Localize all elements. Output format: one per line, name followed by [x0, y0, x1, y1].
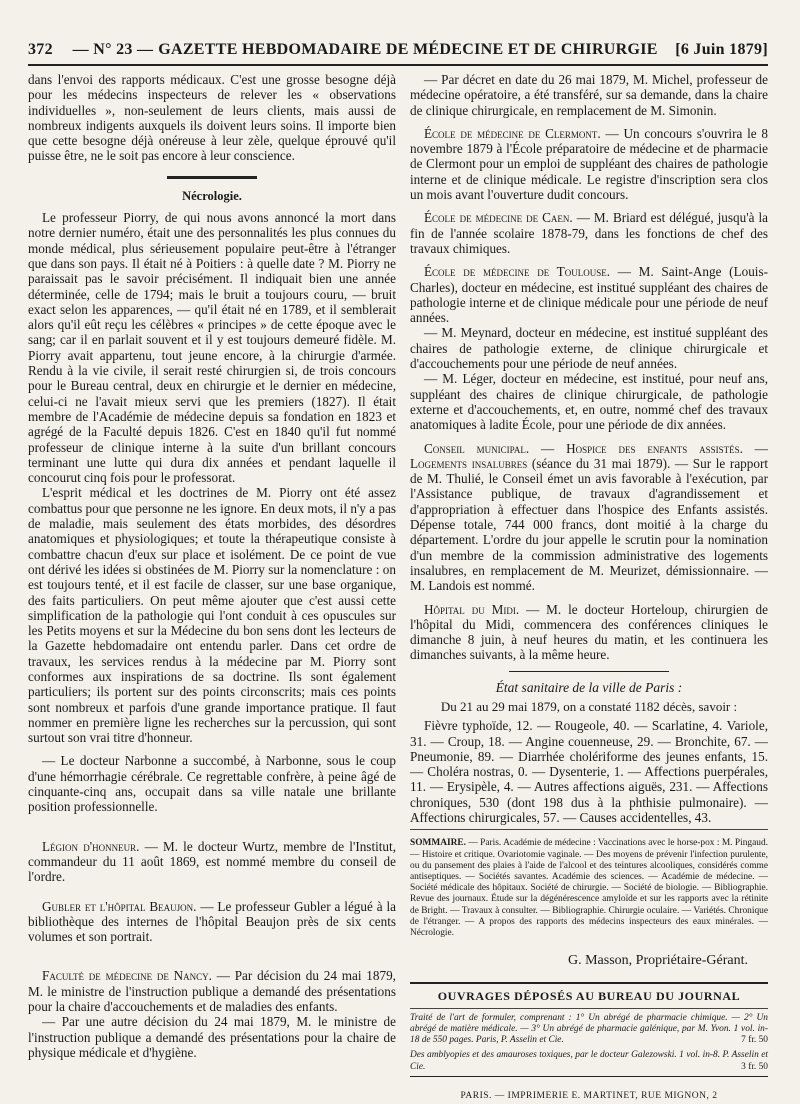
midi-lead: Hôpital du Midi. — [424, 601, 520, 617]
spacer — [410, 256, 768, 264]
legion-paragraph — [28, 839, 396, 885]
narbonne-paragraph: — Le docteur Narbonne a succombé, à Narbonne, sous le coup d'une hémorrhagie cérébrale. Ce regrettable confrère, à peine âgé de cinquante-cinq ans, occupait dans sa ville natale une brillante position professionnelle. — [28, 753, 396, 815]
conseil-lead: Conseil municipal. — Hospice des enfants assistés. — Logements insalubres — [410, 440, 768, 471]
ouvrage-text: Traité de l'art de formuler, comprenant : 1° Un abrégé de pharmacie chimique. — 2° Un abrégé de matière médicale. — 3° Un abrégé de pharmacie galénique, par M. Yvon. 1 vol. in-18 de 550 pages. Paris, P. Asselin et Cie. — [410, 1012, 768, 1046]
section-divider — [167, 176, 257, 179]
sommaire-lead: SOMMAIRE. — [410, 838, 466, 849]
section-divider — [509, 671, 669, 672]
caen-text: — M. Briard est délégué, jusqu'à la fin de l'année scolaire 1878-79, dans les fonctions de chef des travaux chimiques. — [410, 210, 768, 256]
ouvrage-item — [410, 1013, 768, 1047]
caen-lead: École de médecine de Caen. — [424, 210, 573, 226]
issue-number: — N° 23 — — [72, 41, 154, 58]
ouvrage-item — [410, 1050, 768, 1072]
clermont-paragraph — [410, 126, 768, 202]
sommaire-block — [410, 838, 768, 939]
caen-paragraph — [410, 210, 768, 256]
meynard-paragraph: — M. Meynard, docteur en médecine, est institué suppléant des chaires de pathologie externe, de clinique chirurgicale et d'accouchements pour une période de neuf années. — [410, 325, 768, 372]
journal-title: GAZETTE HEBDOMADAIRE DE MÉDECINE ET DE CHIRURGIE — [158, 41, 658, 58]
toulouse-paragraph — [410, 264, 768, 325]
ouvrage-price: 7 fr. 50 — [741, 1035, 768, 1046]
left-column — [28, 72, 396, 1082]
spacer — [28, 815, 396, 839]
conseil-text: (séance du 31 mai 1879). — Sur le rapport de M. Thulié, le Conseil émet un avis favorable à l'exécution, par l'Assistance publique, de travaux d'agrandissement et d'appropriation à effectuer dans l'hospice des Enfants assistés. Dépense totale, 744 000 francs, dont moitié à la charge du département. L'ordre du jour appelle le scrutin pour la nomination d'un membre de la commission administrative des logements insalubres, en remplacement de M. Meurizet, démissionnaire. — M. Landois est nommé. — [410, 455, 769, 594]
spacer — [410, 118, 768, 126]
page-number: 372 — [28, 41, 53, 58]
gubler-paragraph — [28, 899, 396, 945]
ouvrage-text: Des amblyopies et des amauroses toxiques, par le docteur Galezowski. 1 vol. in-8. P. Asselin et Cie. — [410, 1050, 768, 1072]
spacer — [28, 745, 396, 753]
conseil-paragraph — [410, 441, 768, 594]
etat-sanitaire-title: État sanitaire de la ville de Paris : — [495, 679, 683, 695]
spacer — [28, 944, 396, 968]
clermont-text: — Un concours s'ouvrira le 8 novembre 1879 à l'École préparatoire de médecine et de pharmacie de Clermont pour un emploi de suppléant des chaires de pathologie interne et de clinique médicale. Le registre d'inscription sera clos un mois avant l'ouverture dudit concours. — [410, 125, 768, 203]
toulouse-lead: École de médecine de Toulouse. — [424, 264, 611, 280]
leger-paragraph: — M. Léger, docteur en médecine, est institué, pour neuf ans, suppléant des chaires de clinique chirurgicale, de pathologie externe et d'accouchements, et, en outre, nommé chef des travaux anatomiques à ladite École, pour une période de dix années. — [410, 371, 768, 433]
nancy-paragraph — [28, 968, 396, 1014]
midi-paragraph — [410, 602, 768, 663]
intro-paragraph: dans l'envoi des rapports médicaux. C'est une grosse besogne déjà pour les médecins inspecteurs de relever les « observations individuelles », non-seulement de leurs clients, mais aussi de nombreux indigents auxquels ils doivent leurs soins. Il importe bien que cette besogne déjà onéreuse à leur zèle, quelque éprouvé qu'il puisse être, ne le soit pas encore à leur conscience. — [28, 72, 396, 164]
gubler-lead: Gubler et l'hôpital Beaujon. — [42, 898, 197, 914]
nancy-lead: Faculté de médecine de Nancy. — [42, 968, 212, 984]
clermont-lead: École de médecine de Clermont. — [424, 125, 601, 141]
sommaire-text: — Paris. Académie de médecine : Vaccinations avec le horse-pox : M. Pingaud. — Histoire et critique. Ovariotomie vaginale. — Des moyens de prévenir l'infection purulente, ou du pansement des plaies à l'aide de l'alcool et des teintures alcooliques, considérés comme antiseptiques. — Sociétés savantes. Académie des sciences. — Académie de médecine. — Société médicale des hôpitaux. Société de chirurgie. — Société de biologie. — Bibliographie. Revue des journaux. Étude sur la dégénérescence amyloïde et sur les rapports avec la rétinite de Bright. — Travaux à consulter. — Bibliographie. Chirurgie oculaire. — Variétés. Chronique de l'étranger. — A propos des rapports des médecins inspecteurs des eaux minérales. — Nécrologie. — [410, 838, 768, 938]
publisher-signature: G. Masson, Propriétaire-Gérant. — [567, 953, 748, 969]
necrologie-heading: Nécrologie. — [182, 188, 242, 203]
sommaire-rule — [410, 829, 768, 830]
legion-text: — M. le docteur Wurtz, membre de l'Institut, commandeur du 11 août 1869, est nommé membre du conseil de l'ordre. — [28, 838, 396, 885]
ouvrage-price: 3 fr. 50 — [741, 1061, 768, 1072]
toulouse-text: — M. Saint-Ange (Louis-Charles), docteur en médecine, est institué suppléant des chaires de pathologie interne et de clinique médicale pour une période de neuf années. — [410, 264, 768, 326]
issue-date: [6 Juin 1879] — [675, 41, 768, 58]
nancy-text: — Par décision du 24 mai 1879, M. le ministre de l'instruction publique a demandé des présentations pour la chaire d'accouchements et de maladies des enfants. — [28, 968, 396, 1015]
right-column — [410, 72, 769, 1101]
piorry-paragraph: Le professeur Piorry, de qui nous avons annoncé la mort dans notre dernier numéro, était une des personnalités les plus connues du monde médical, plus sérieusement populaire peut-être à l'étranger que dans son pays. Il était né à Poitiers : à quelle date ? M. Piorry ne paraissait pas le savoir précisément. Il indiquait bien une année déterminée, celle de 1794; mais le bruit a toujours couru, — bruit exact selon les apparences, — qu'il était né en 1789, et il semblerait alors qu'il eût reçu les célèbres « principes » de cette époque avec le sang; car il en parlait souvent et il y est toujours demeuré fidèle. M. Piorry avait appartenu, tout jeune encore, à la chirurgie d'armée. Rendu à la vie civile, il serait resté chirurgien si, de trois concours pour le Bureau central, deux en chirurgie et le dernier en médecine, celui-ci ne l'avait mieux servi que les premiers (1827). Il était membre de l'Académie de médecine depuis sa fondation en 1823 et agrégé de la Faculté depuis 1826. C'est en 1840 qu'il fut nommé professeur de clinique interne à la suite d'un brillant concours terminant une lutte qui dura dix années et pendant laquelle il concourut cinq fois pour le professorat. — [28, 210, 396, 486]
ouvrages-title: OUVRAGES DÉPOSÉS AU BUREAU DU JOURNAL — [410, 984, 768, 1008]
etat-sanitaire-subtitle: Du 21 au 29 mai 1879, on a constaté 1182 décès, savoir : — [440, 698, 738, 714]
decret-paragraph: — Par décret en date du 26 mai 1879, M. Michel, professeur de médecine opératoire, a été transféré, sur sa demande, dans la chaire de clinique chirurgicale, en remplacement de M. Simonin. — [410, 72, 768, 118]
gubler-text: — Le professeur Gubler a légué à la bibliothèque des internes de l'hôpital Beaujon près de six cents volumes et son portrait. — [28, 898, 396, 945]
page-header — [28, 36, 768, 66]
etat-sanitaire-text: Fièvre typhoïde, 12. — Rougeole, 40. — Scarlatine, 4. Variole, 31. — Croup, 18. — Angine couenneuse, 29. — Bronchite, 67. — Pneumonie, 89. — Diarrhée cholériforme des jeunes enfants, 15. — Choléra nostras, 0. — Dysenterie, 1. — Affections puerpérales, 11. — Erysipèle, 4. — Autres affections aiguës, 231. — Affections chroniques, 530 (dont 198 dus à la phthisie pulmonaire). — Affections chirurgicales, 57. — Causes accidentelles, 43. — [410, 718, 768, 826]
spacer — [410, 433, 768, 441]
ouvrages-box — [410, 982, 768, 1076]
piorry-doctrine-paragraph: L'esprit médical et les doctrines de M. Piorry ont été assez combattus pour que personne ne les ignore. En deux mots, il n'y a pas de maladie, mais seulement des états morbides, des désordres anatomiques et physiologiques; et toute la thérapeutique consiste à combattre chacun d'eux sur place et isolément. De ce point de vue ont dérivé les idées si obstinées de M. Piorry sur la nomenclature : on est toujours tenté, et il est facile de classer, sur une base organique, des faits particuliers. On peut même ajouter que c'est aussi cette simplification de la pathologie qui l'ont conduit à ces opuscules sur les Petits moyens et sur la Médecine du bon sens dont les lecteurs de la Gazette hebdomadaire ont entendu parler. Dans cet ordre de travaux, les services rendus à la médecine par M. Piorry sont conformes aux inspirations de sa doctrine. Ils sont également particuliers; ils portent sur des points circonscrits; mais ces points sont nombreux et parfois d'une grande importance pratique. Il faut nommer en première ligne les recherches sur la percussion, qui sont surtout son vrai titre d'honneur. — [28, 485, 396, 746]
midi-text: — M. le docteur Horteloup, chirurgien de l'hôpital du Midi, commencera des conférences cliniques le dimanche 8 juin, à neuf heures du matin, et les continuera les dimanches suivants, à la même heure. — [410, 601, 768, 663]
printer-imprint: PARIS. — IMPRIMERIE E. MARTINET, RUE MIGNON, 2 — [460, 1090, 718, 1101]
spacer — [28, 885, 396, 899]
spacer — [410, 594, 768, 602]
legion-lead: Légion d'honneur. — [42, 838, 140, 854]
nancy-second-paragraph: — Par une autre décision du 24 mai 1879, M. le ministre de l'instruction publique a demandé des présentations pour la chaire de physique médicale et d'hygiène. — [28, 1014, 396, 1060]
spacer — [410, 202, 768, 210]
